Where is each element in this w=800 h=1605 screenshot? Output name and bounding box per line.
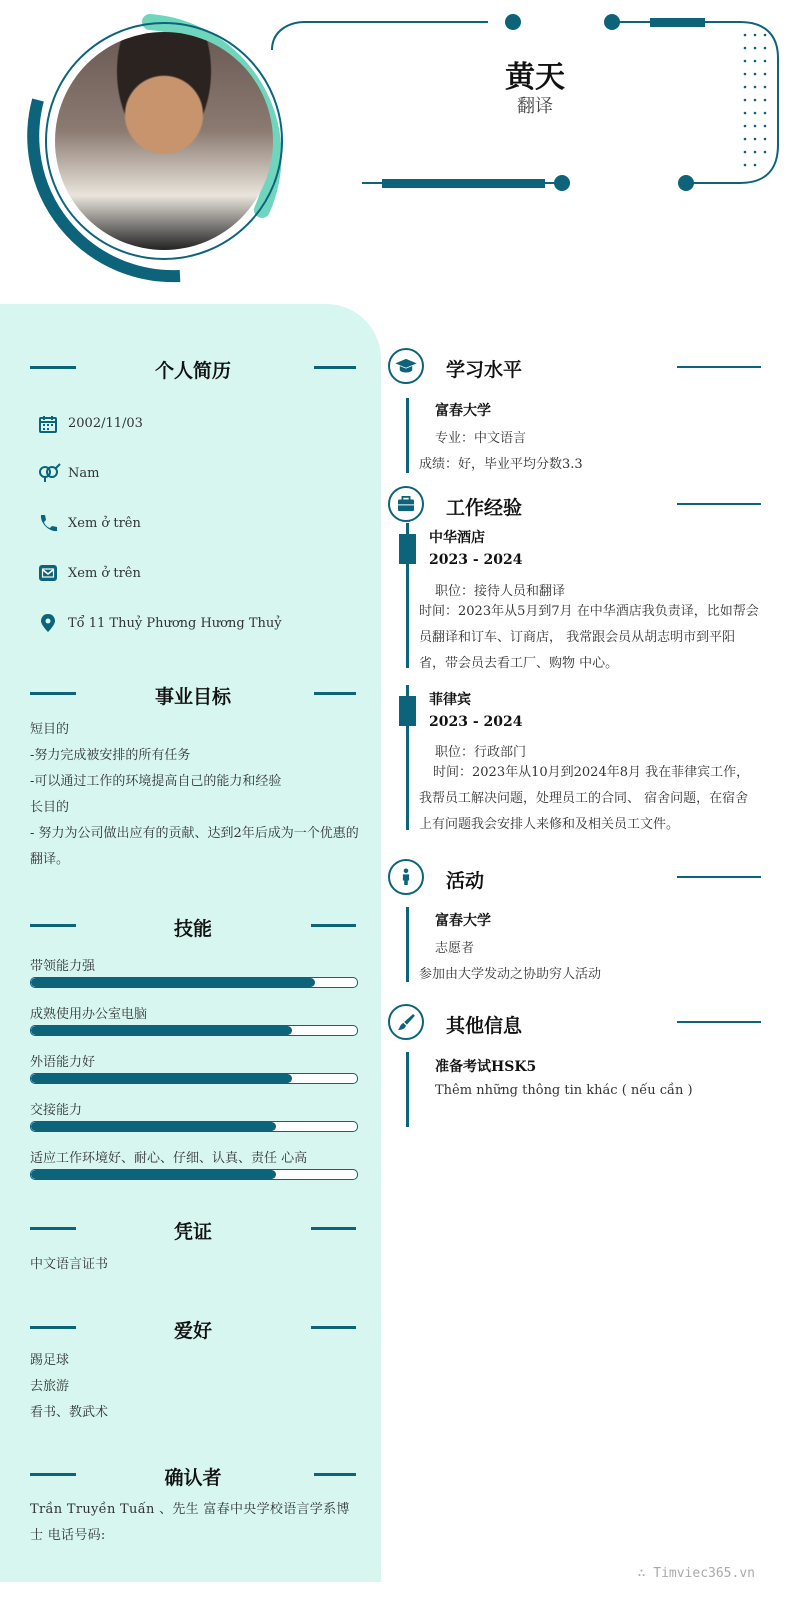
- paintbrush-icon: [388, 1004, 424, 1040]
- gender-text: Nam: [68, 466, 100, 481]
- skill-label: 交接能力: [30, 1103, 83, 1118]
- phone-text: Xem ở trên: [68, 516, 141, 531]
- job-description: 时间：2023年从5月到7月 在中华酒店我负责译，比如帮会员翻译和订车、订商店， 我常跟会员从胡志明市到平阳省，带会员去看工厂、购物 中心。: [419, 604, 759, 671]
- timeline-line: [406, 1052, 409, 1127]
- skill-label: 带领能力强: [30, 959, 96, 974]
- skill-bar: [30, 1169, 358, 1180]
- calendar-icon: [38, 414, 58, 434]
- timeline-line: [406, 398, 409, 473]
- phone-icon: [38, 513, 58, 533]
- other-heading: 其他信息: [446, 1015, 523, 1037]
- other-desc: Thêm những thông tin khác ( nếu cần ): [435, 1083, 693, 1098]
- section-rule: [677, 876, 761, 878]
- timeline-marker: [399, 696, 416, 726]
- section-rule: [30, 692, 76, 695]
- section-rule: [311, 1227, 356, 1230]
- objective-line: -努力完成被安排的所有任务: [30, 748, 191, 763]
- activities-heading: 活动: [446, 870, 485, 892]
- section-rule: [314, 1473, 356, 1476]
- activity-desc: 参加由大学发动之协助穷人活动: [419, 967, 602, 982]
- education-major: 专业：中文语言: [435, 431, 527, 446]
- skill-bar: [30, 1025, 358, 1036]
- graduation-cap-icon: [388, 348, 424, 384]
- skill-label: 成熟使用办公室电脑: [30, 1007, 148, 1022]
- job-position: 职位：行政部门: [435, 745, 527, 760]
- skill-bar: [30, 977, 358, 988]
- skill-bar: [30, 1121, 358, 1132]
- hobby-item: 踢足球: [30, 1353, 70, 1368]
- footer-brand: ∴ Timviec365.vn: [637, 1566, 755, 1581]
- education-grade: 成绩：好，毕业平均分数3.3: [419, 457, 583, 472]
- birthdate-text: 2002/11/03: [68, 416, 143, 431]
- job-description: 时间：2023年从10月到2024年8月 我在菲律宾工作，我帮员工解决问题，处理员工的合同、 宿舍问题，在宿舍上有问题我会安排人来修和及相关员工文件。: [419, 765, 750, 832]
- objective-line: -可以通过工作的环境提高自己的能力和经验: [30, 774, 282, 789]
- section-rule: [30, 924, 76, 927]
- timeline-line: [406, 907, 409, 982]
- email-text: Xem ở trên: [68, 566, 141, 581]
- certificates-heading: 凭证: [173, 1221, 212, 1243]
- section-rule: [314, 366, 356, 369]
- education-school: 富春大学: [435, 403, 491, 419]
- skill-label: 外语能力好: [30, 1055, 96, 1070]
- skill-label: 适应工作环境好、耐心、仔细、认真、责任 心高: [30, 1151, 308, 1166]
- job-company: 菲律宾: [429, 692, 471, 708]
- section-rule: [677, 1021, 761, 1023]
- skills-heading: 技能: [173, 918, 212, 940]
- reference-heading: 确认者: [164, 1467, 222, 1489]
- education-heading: 学习水平: [446, 359, 523, 381]
- hobby-item: 看书、教武术: [30, 1405, 109, 1420]
- section-rule: [30, 1227, 76, 1230]
- avatar: [55, 32, 273, 250]
- email-icon: [38, 563, 58, 583]
- gender-icon: [38, 463, 62, 483]
- objective-line: 短目的: [30, 722, 70, 737]
- section-rule: [677, 503, 761, 505]
- objective-line: 长目的: [30, 800, 70, 815]
- hobbies-heading: 爱好: [173, 1320, 212, 1342]
- section-rule: [311, 1326, 356, 1329]
- address-text: Tổ 11 Thuỷ Phương Hương Thuỷ: [68, 616, 282, 631]
- job-position: 职位：接待人员和翻译: [435, 584, 566, 599]
- activity-role: 志愿者: [435, 941, 475, 956]
- section-rule: [677, 366, 761, 368]
- job-period: 2023 - 2024: [429, 714, 523, 730]
- candidate-name: 黄天: [505, 60, 565, 95]
- activity-org: 富春大学: [435, 913, 491, 929]
- objective-heading: 事业目标: [154, 686, 231, 708]
- other-title: 准备考试HSK5: [435, 1059, 537, 1075]
- job-period: 2023 - 2024: [429, 552, 523, 568]
- section-rule: [30, 366, 76, 369]
- objective-line: - 努力为公司做出应有的贡献、达到2年后成为一个优惠的翻译。: [30, 826, 359, 867]
- section-rule: [30, 1326, 76, 1329]
- candidate-title: 翻译: [517, 96, 553, 117]
- job-company: 中华酒店: [429, 530, 485, 546]
- briefcase-icon: [388, 486, 424, 522]
- hobby-item: 去旅游: [30, 1379, 70, 1394]
- experience-heading: 工作经验: [446, 497, 523, 519]
- reference-text: Trần Truyền Tuấn 、先生 富春中央学校语言学系博士 电话号码:: [30, 1502, 350, 1543]
- location-icon: [38, 613, 58, 633]
- timeline-marker: [399, 534, 416, 564]
- person-icon: [388, 859, 424, 895]
- skill-bar: [30, 1073, 358, 1084]
- section-rule: [30, 1473, 76, 1476]
- section-rule: [314, 692, 356, 695]
- certificate-item: 中文语言证书: [30, 1257, 109, 1272]
- section-rule: [311, 924, 356, 927]
- personal-heading: 个人简历: [154, 360, 231, 382]
